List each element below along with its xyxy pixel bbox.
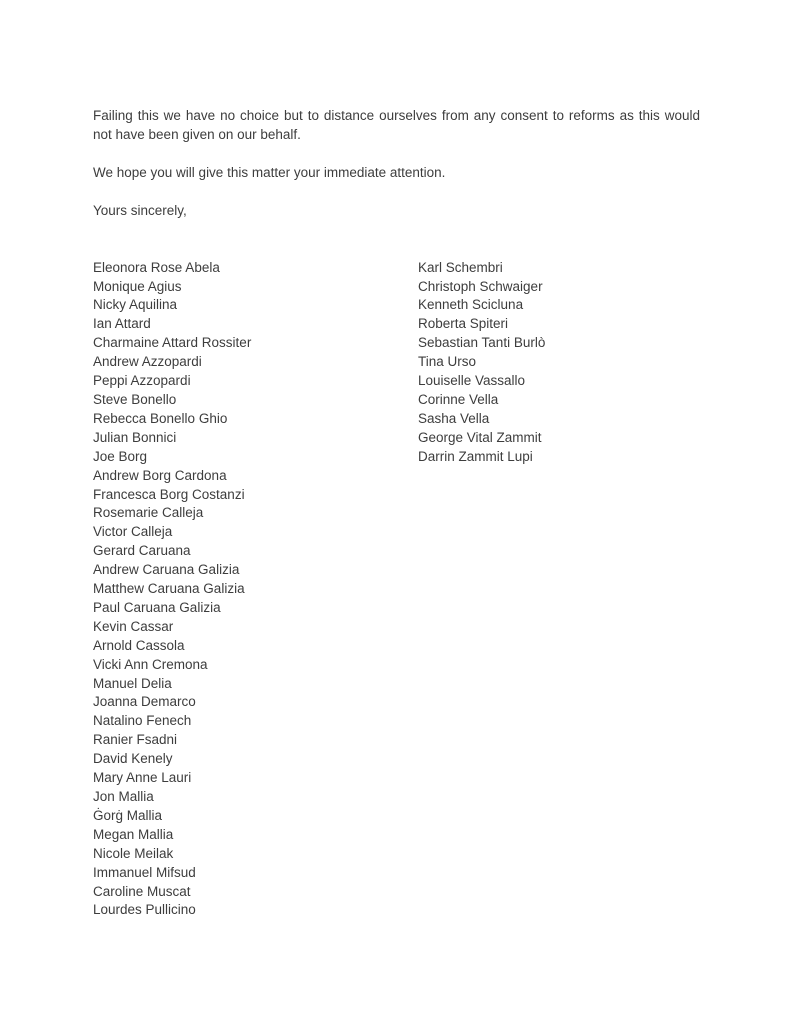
signatory-name: Gerard Caruana xyxy=(93,543,191,559)
signatory-name: Rebecca Bonello Ghio xyxy=(93,410,228,426)
signatory-name: David Kenely xyxy=(93,751,173,767)
signatory-name: Jon Mallia xyxy=(93,789,154,804)
signatory-name: Natalino Fenech xyxy=(93,713,192,729)
signatory-name: Sebastian Tanti Burlò xyxy=(418,335,546,351)
signatory-name: Karl Schembri xyxy=(418,259,503,275)
signatory-name: George Vital Zammit xyxy=(418,429,542,445)
signatory-name: Joanna Demarco xyxy=(93,694,196,710)
letter-paragraph-attention: We hope you will give this matter your immediate attention. xyxy=(93,164,446,180)
signatory-name: Darrin Zammit Lupi xyxy=(418,448,533,464)
signatory-name: Nicole Meilak xyxy=(93,845,174,861)
letter-paragraph-closing: Failing this we have no choice but to distance ourselves from any consent to reforms as this would not have been given on our behalf. xyxy=(93,108,700,142)
signatory-name: Arnold Cassola xyxy=(93,637,185,653)
signatory-name: Megan Mallia xyxy=(93,826,174,842)
signatory-name: Immanuel Mifsud xyxy=(93,864,196,880)
signatory-name: Steve Bonello xyxy=(93,391,177,407)
signatory-name: Eleonora Rose Abela xyxy=(93,259,220,275)
signatory-name: Caroline Muscat xyxy=(93,883,191,899)
signatory-name: Louiselle Vassallo xyxy=(418,373,526,389)
signatory-name: Francesca Borg Costanzi xyxy=(93,486,245,502)
signatory-name: Mary Anne Lauri xyxy=(93,770,192,786)
signatories-column-left xyxy=(93,259,418,921)
signatory-name: Paul Caruana Galizia xyxy=(93,599,221,615)
signatory-name: Corinne Vella xyxy=(418,391,499,407)
signatory-name: Victor Calleja xyxy=(93,524,173,540)
signatory-name: Andrew Azzopardi xyxy=(93,354,202,370)
signatories-column-right xyxy=(418,259,700,467)
signatory-name: Andrew Borg Cardona xyxy=(93,467,227,483)
signatory-name: Lourdes Pullicino xyxy=(93,902,196,918)
signatory-name: Ranier Fsadni xyxy=(93,732,178,748)
signatory-name: Julian Bonnici xyxy=(93,429,177,445)
signatory-name: Andrew Caruana Galizia xyxy=(93,562,240,578)
letter-body xyxy=(93,107,700,920)
signatory-name: Manuel Delia xyxy=(93,675,172,691)
signatory-name: Peppi Azzopardi xyxy=(93,373,191,389)
signatory-name: Ian Attard xyxy=(93,316,151,332)
signatory-name: Joe Borg xyxy=(93,448,148,464)
signatory-name: Vicki Ann Cremona xyxy=(93,656,208,672)
letter-signoff: Yours sincerely, xyxy=(93,202,187,218)
signatory-name: Roberta Spiteri xyxy=(418,316,509,332)
signatory-name: Kenneth Scicluna xyxy=(418,297,524,313)
signatory-name: Tina Urso xyxy=(418,354,477,370)
signatory-name: Christoph Schwaiger xyxy=(418,278,543,294)
signatory-name: Kevin Cassar xyxy=(93,618,174,634)
signatory-name: Charmaine Attard Rossiter xyxy=(93,335,252,351)
signatory-name: Matthew Caruana Galizia xyxy=(93,581,245,597)
signatory-name: Nicky Aquilina xyxy=(93,297,178,313)
signatories-columns xyxy=(93,259,700,921)
signatory-name: Ġorġ Mallia xyxy=(93,807,163,823)
signatory-name: Rosemarie Calleja xyxy=(93,505,204,521)
signatory-name: Monique Agius xyxy=(93,278,182,294)
signatory-name: Sasha Vella xyxy=(418,410,490,426)
